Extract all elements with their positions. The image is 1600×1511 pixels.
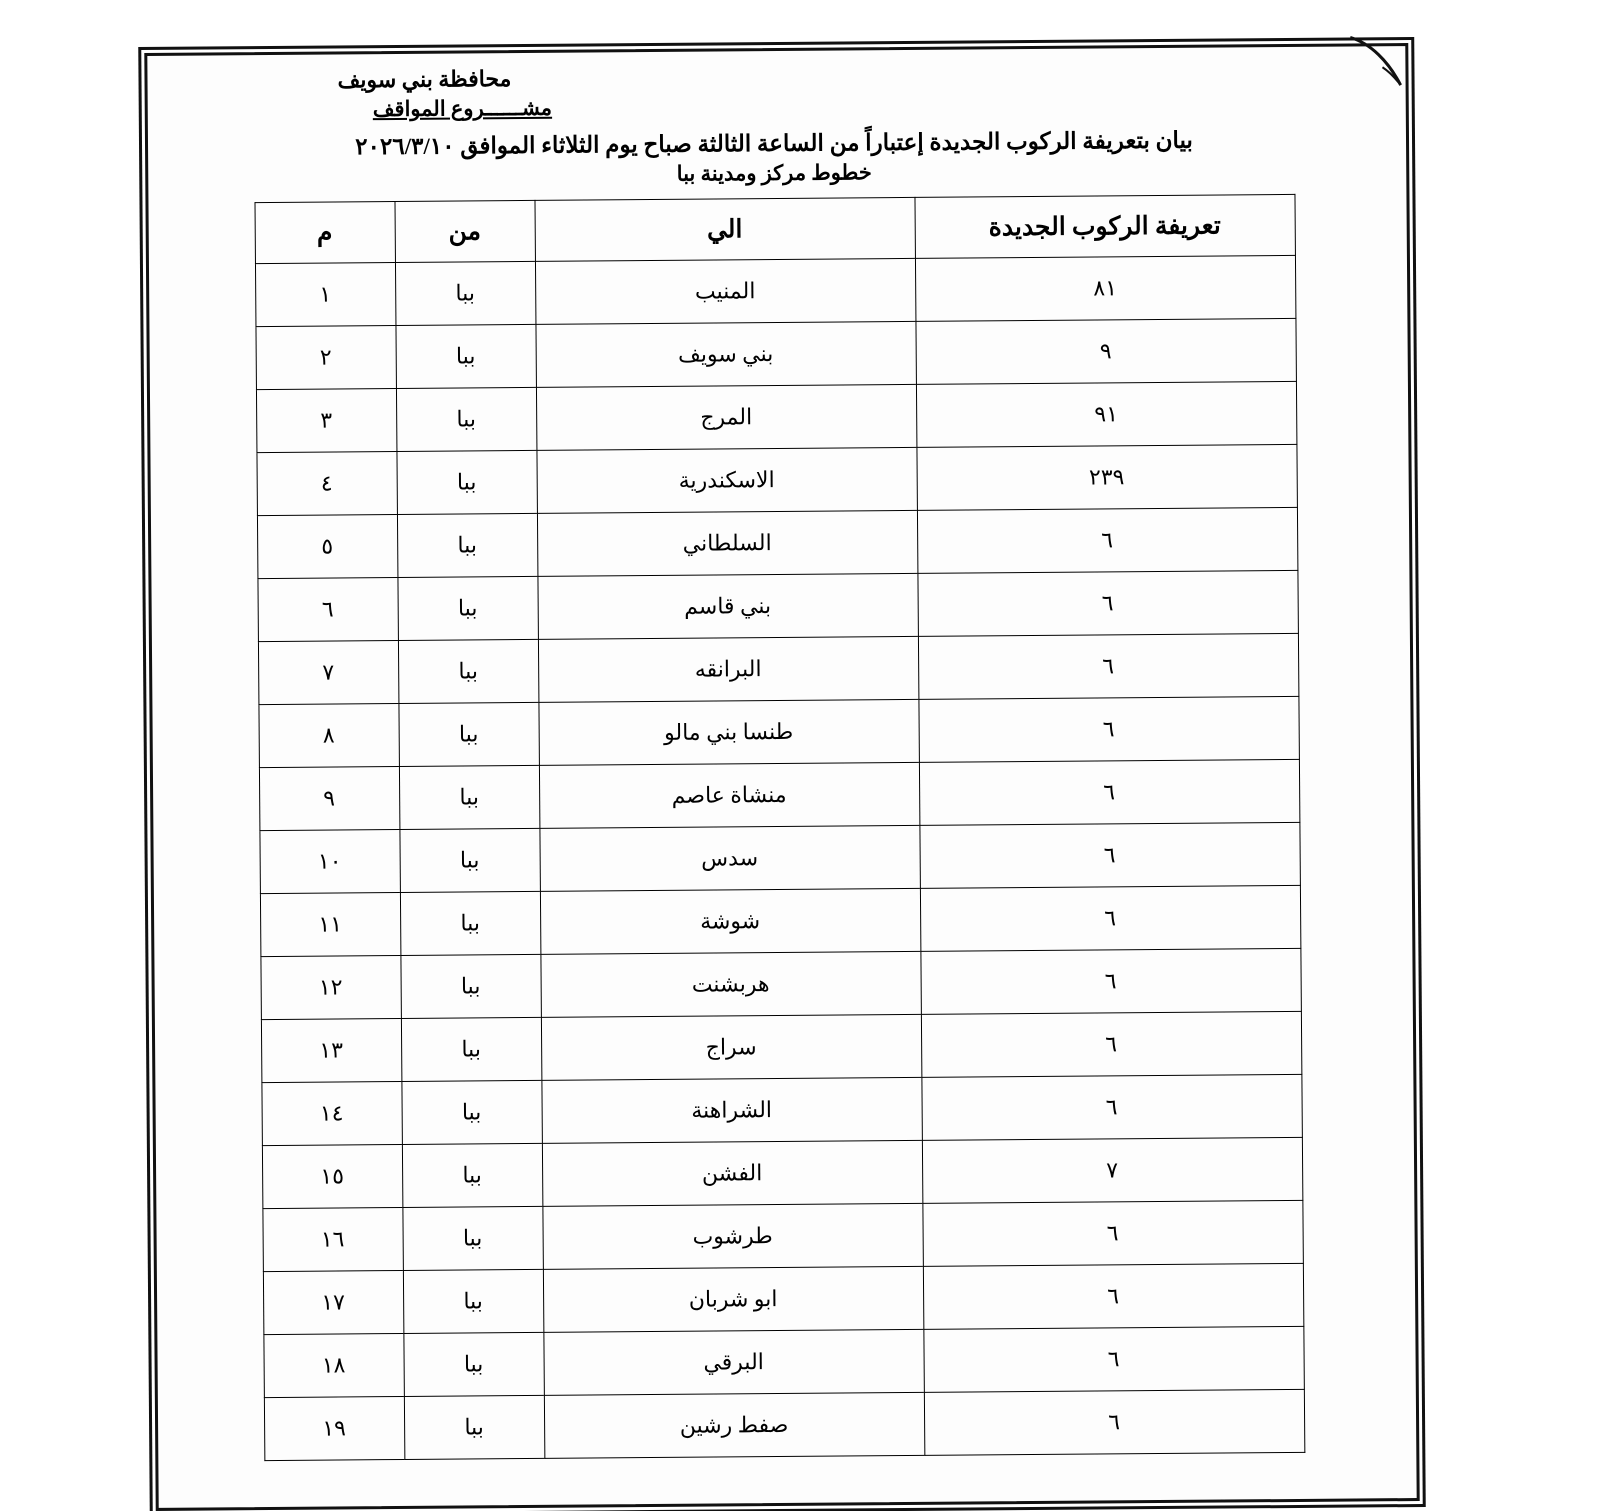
cell-fare: ٦ <box>918 696 1298 762</box>
cell-origin: ببا <box>402 1143 542 1207</box>
statement-title: بيان بتعريفة الركوب الجديدة إعتباراً من الساعة الثالثة صباح يوم الثلاثاء الموافق ٢٠٢٦/٣/١٠ <box>355 127 1193 160</box>
table-row <box>255 255 1295 326</box>
table-row <box>259 822 1299 893</box>
cell-destination: المنيب <box>535 258 915 324</box>
document-header <box>172 59 1375 190</box>
cell-number: ١٣ <box>261 1018 401 1082</box>
cell-origin: ببا <box>395 261 535 325</box>
cell-fare: ٦ <box>917 507 1297 573</box>
cell-origin: ببا <box>396 387 536 451</box>
cell-fare: ٦ <box>920 948 1300 1014</box>
cell-destination: البرانقه <box>538 636 918 702</box>
cell-number: ٩ <box>259 766 399 830</box>
lines-subtitle: خطوط مركز ومدينة ببا <box>676 160 872 186</box>
cell-origin: ببا <box>395 324 535 388</box>
cell-destination: طرشوب <box>542 1203 922 1269</box>
table-row <box>261 1011 1301 1082</box>
cell-destination: الفشن <box>542 1140 922 1206</box>
cell-destination: طنسا بني مالو <box>538 699 918 765</box>
cell-origin: ببا <box>400 954 540 1018</box>
column-header-to: الي <box>534 197 914 261</box>
cell-number: ٣ <box>256 388 396 452</box>
cell-number: ١٩ <box>264 1396 404 1460</box>
cell-destination: الاسكندرية <box>536 447 916 513</box>
cell-destination: سدس <box>539 825 919 891</box>
cell-destination: السلطاني <box>537 510 917 576</box>
cell-number: ٥ <box>257 514 397 578</box>
table-row <box>255 318 1295 389</box>
cell-origin: ببا <box>402 1206 542 1270</box>
cell-origin: ببا <box>397 576 537 640</box>
cell-destination: الشراهنة <box>541 1077 921 1143</box>
table-row <box>262 1200 1302 1271</box>
table-header-row <box>254 194 1294 263</box>
table-row <box>259 759 1299 830</box>
column-header-no: م <box>254 201 394 263</box>
project-title: مشــــــروع المواقف <box>372 95 553 122</box>
cell-fare: ٦ <box>922 1200 1302 1266</box>
fare-table <box>254 194 1305 1461</box>
cell-fare: ٦ <box>918 633 1298 699</box>
cell-destination: المرج <box>536 384 916 450</box>
corner-fold-shape <box>1348 35 1408 95</box>
cell-number: ١٨ <box>263 1333 403 1397</box>
cell-number: ١٢ <box>260 955 400 1019</box>
cell-number: ٤ <box>256 451 396 515</box>
cell-origin: ببا <box>398 639 538 703</box>
cell-fare: ٨١ <box>915 255 1295 321</box>
cell-fare: ٦ <box>919 822 1299 888</box>
cell-fare: ٩١ <box>916 381 1296 447</box>
table-row <box>261 1074 1301 1145</box>
table-row <box>257 570 1297 641</box>
cell-number: ١٤ <box>261 1081 401 1145</box>
cell-fare: ٦ <box>924 1389 1304 1455</box>
cell-destination: صفط رشين <box>544 1392 924 1458</box>
cell-fare: ٧ <box>922 1137 1302 1203</box>
table-row <box>260 885 1300 956</box>
table-row <box>257 507 1297 578</box>
cell-number: ٧ <box>258 640 398 704</box>
cell-fare: ٦ <box>921 1011 1301 1077</box>
cell-fare: ٦ <box>923 1263 1303 1329</box>
column-header-from: من <box>394 200 534 262</box>
cell-fare: ٦ <box>923 1326 1303 1392</box>
cell-origin: ببا <box>397 513 537 577</box>
cell-destination: سراج <box>541 1014 921 1080</box>
table-row <box>262 1137 1302 1208</box>
table-row <box>263 1263 1303 1334</box>
cell-number: ١٥ <box>262 1144 402 1208</box>
cell-destination: البرقي <box>543 1329 923 1395</box>
cell-fare: ٦ <box>919 759 1299 825</box>
table-row <box>260 948 1300 1019</box>
governorate-title: محافظة بني سويف <box>337 66 512 93</box>
cell-fare: ٦ <box>921 1074 1301 1140</box>
cell-origin: ببا <box>399 765 539 829</box>
cell-destination: هربشنت <box>540 951 920 1017</box>
cell-origin: ببا <box>404 1395 544 1459</box>
page-corner-fold-icon <box>1348 35 1408 95</box>
cell-fare: ٩ <box>915 318 1295 384</box>
table-row <box>258 696 1298 767</box>
cell-number: ٢ <box>255 325 395 389</box>
cell-origin: ببا <box>398 702 538 766</box>
cell-number: ١٦ <box>262 1207 402 1271</box>
cell-number: ١ <box>255 262 395 326</box>
cell-origin: ببا <box>403 1332 543 1396</box>
cell-number: ٦ <box>257 577 397 641</box>
cell-fare: ٦ <box>920 885 1300 951</box>
cell-destination: شوشة <box>540 888 920 954</box>
table-body <box>255 255 1304 1460</box>
table-row <box>256 444 1296 515</box>
cell-number: ٨ <box>258 703 398 767</box>
column-header-fare: تعريفة الركوب الجديدة <box>914 194 1294 258</box>
cell-number: ١٠ <box>259 829 399 893</box>
cell-destination: ابو شربان <box>543 1266 923 1332</box>
table-row <box>256 381 1296 452</box>
cell-number: ١١ <box>260 892 400 956</box>
cell-destination: بني سويف <box>535 321 915 387</box>
cell-number: ١٧ <box>263 1270 403 1334</box>
table-row <box>263 1326 1303 1397</box>
cell-destination: بني قاسم <box>537 573 917 639</box>
table-row <box>258 633 1298 704</box>
document-body <box>144 43 1413 1505</box>
cell-origin: ببا <box>400 891 540 955</box>
cell-origin: ببا <box>401 1080 541 1144</box>
cell-destination: منشاة عاصم <box>539 762 919 828</box>
table-row <box>264 1389 1304 1460</box>
cell-origin: ببا <box>401 1017 541 1081</box>
cell-origin: ببا <box>403 1269 543 1333</box>
cell-fare: ٢٣٩ <box>916 444 1296 510</box>
cell-fare: ٦ <box>917 570 1297 636</box>
cell-origin: ببا <box>396 450 536 514</box>
cell-origin: ببا <box>399 828 539 892</box>
